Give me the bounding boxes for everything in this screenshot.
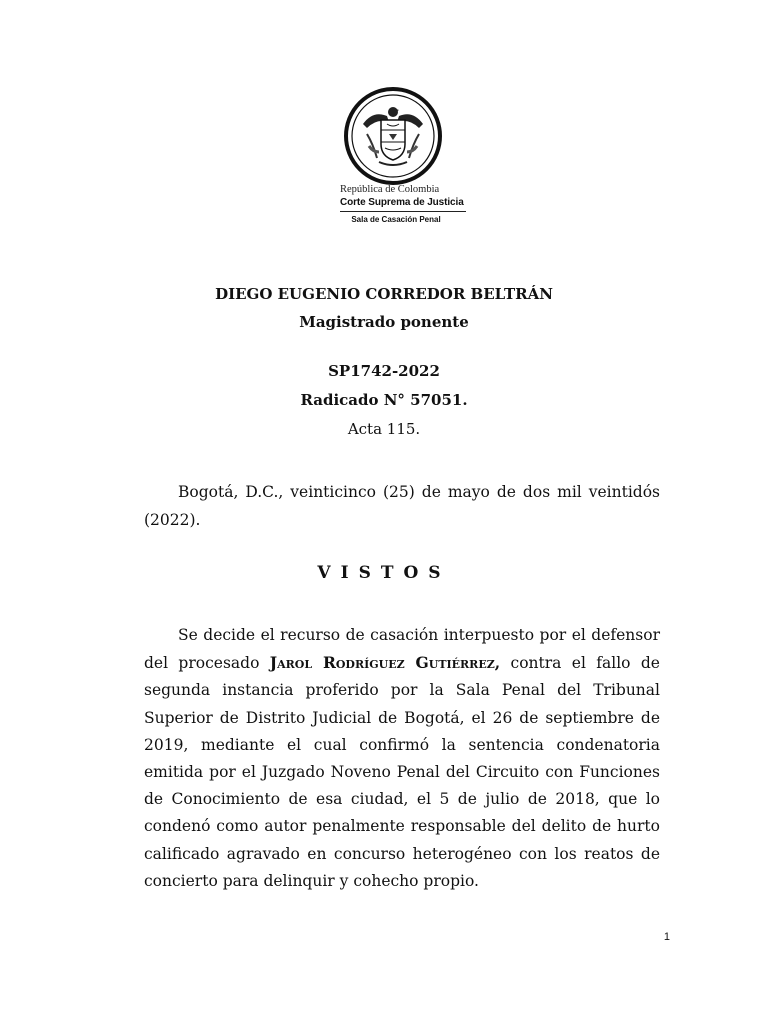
body-paragraph bbox=[144, 622, 660, 895]
body-text-part1: Se decide el recurso de casación interpuesto por el defensor del procesado bbox=[144, 626, 660, 673]
colombia-coat-of-arms-icon bbox=[343, 86, 443, 186]
magistrate-name: DIEGO EUGENIO CORREDOR BELTRÁN bbox=[215, 285, 553, 303]
chamber-name: Sala de Casación Penal bbox=[351, 215, 441, 224]
magistrate-role: Magistrado ponente bbox=[299, 313, 469, 331]
institution-header bbox=[340, 184, 466, 226]
court-name: Corte Suprema de Justicia bbox=[340, 196, 466, 212]
coat-of-arms-seal bbox=[343, 86, 443, 186]
acta-number: Acta 115. bbox=[347, 420, 421, 438]
sentence-number: SP1742-2022 bbox=[328, 362, 440, 380]
republic-name: República de Colombia bbox=[340, 184, 440, 195]
radicado-number: Radicado N° 57051. bbox=[300, 391, 468, 409]
defendant-name: Jarol Rodríguez Gutiérrez, bbox=[269, 653, 501, 673]
page-number: 1 bbox=[663, 931, 670, 943]
body-text-part2: contra el fallo de segunda instancia proferido por la Sala Penal del Tribunal Superior de Distrito Judicial de Bogotá, el 26 de septiembre de 2019, mediante el cual confirmó la sentencia condenatoria emitida por el Juzgado Noveno Penal del Circuito con Funciones de Conocimiento de esa ciudad, el 5 de julio de 2018, que lo condenó como autor penalmente responsable del delito de hurto calificado agravado en concurso heterogéneo con los reatos de concierto para delinquir y cohecho propio. bbox=[144, 654, 660, 890]
date-paragraph: Bogotá, D.C., veinticinco (25) de mayo de dos mil veintidós (2022). bbox=[144, 483, 660, 529]
section-title-vistos: VISTOS bbox=[317, 563, 451, 583]
